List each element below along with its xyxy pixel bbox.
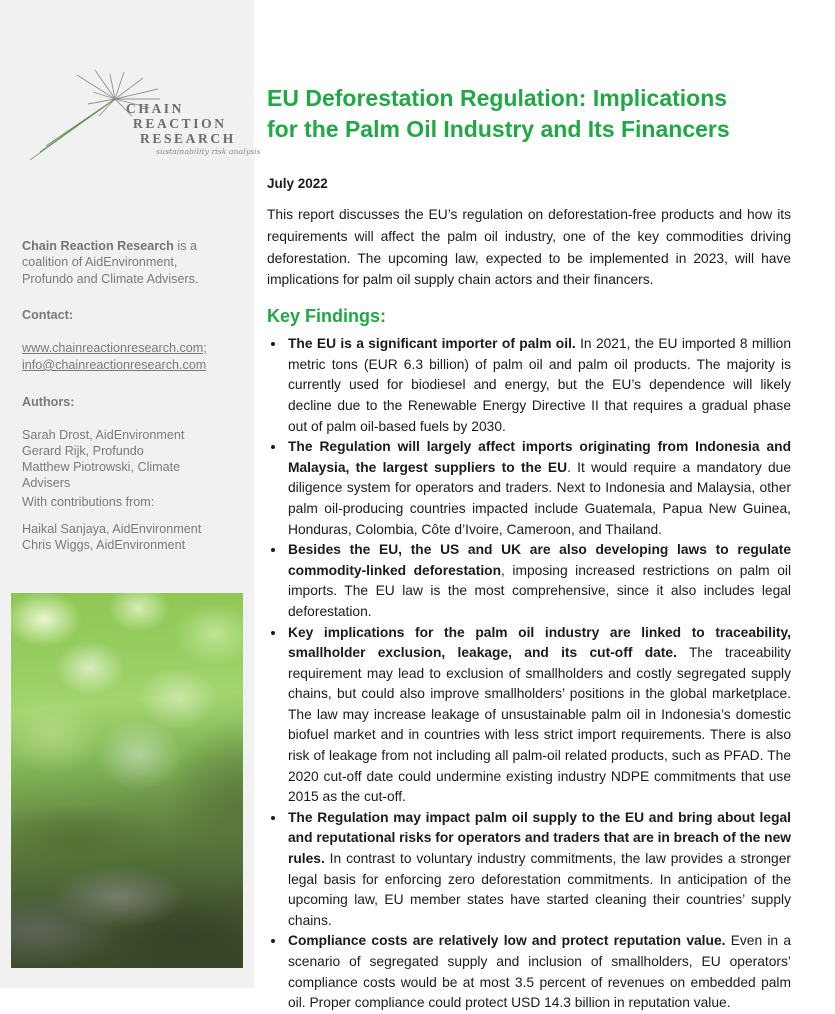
logo-word-chain: CHAIN [126,101,185,116]
finding-text: . It would require a mandatory due diligence system for operators and traders. Next to Indonesia and Malaysia, other palm oil-producing countries impacted include Guatemala, Papua New Guinea, Honduras, Colombia, Côte d’Ivoire, Cameroon, and Thailand. [288,459,791,537]
finding-item [286,808,791,932]
page-title [267,83,791,145]
finding-item [286,623,791,808]
authors-list [22,427,230,491]
contributor: Haikal Sanjaya, AidEnvironment [22,522,202,536]
key-findings-list [267,334,791,1014]
about-bold: Chain Reaction Research [22,239,174,253]
logo-tagline: sustainability risk analysis [156,147,261,156]
page-title-line2: for the Palm Oil Industry and Its Financers [267,116,730,142]
page-title-line1: EU Deforestation Regulation: Implications [267,85,728,111]
finding-item [286,931,791,1013]
contact-links [22,340,230,374]
finding-lead: Besides the EU, the US and UK are also developing laws to regulate commodity-linked deforestation [288,542,791,578]
author: Gerard Rijk, Profundo [22,444,144,458]
finding-lead: The EU is a significant importer of palm oil. [288,336,576,352]
email-link[interactable]: info@chainreactionresearch.com [22,358,207,372]
finding-text: , imposing increased restrictions on palm oil imports. The EU law is the most comprehensive, since it also includes legal deforestation. [288,562,792,619]
contributors-list [22,521,230,553]
logo-wordmark [126,101,261,156]
author: Sarah Drost, AidEnvironment [22,428,185,442]
finding-item [286,437,791,540]
finding-text: Even in a scenario of segregated supply and inclusion of smallholders, EU operators’ compliance costs would be at most 3.5 percent of revenues on embedded palm oil. Proper compliance could protect USD 14.3 billion in reputation value. [288,933,792,1011]
key-findings-heading: Key Findings: [267,306,387,327]
finding-lead: The Regulation may impact palm oil supply to the EU and bring about legal and reputational risks for operators and traders that are in breach of the new rules. [288,809,791,867]
finding-text: The traceability requirement may lead to exclusion of smallholders and costly segregated supply chains, but could also improve smallholders’ positions in the global marketplace. The law may increase leakage of unsustainable palm oil in Indonesia’s domestic biofuel market and in countries with less strict import requirements. There is also risk of leakage from not including all palm-oil related products, such as PFAD. The 2020 cut-off date could undermine existing industry NDPE commitments that use 2015 as the cut-off. [288,645,791,805]
finding-text: In 2021, the EU imported 8 million metric tons (EUR 6.3 billion) of palm oil and palm oil products. The majority is currently used for biodiesel and energy, but the EU’s dependence will likely decline due to the Renewable Energy Directive II that requires a gradual phase out of palm oil-based fuels by 2030. [288,336,791,434]
contributions-label: With contributions from: [22,495,155,509]
crr-logo [0,0,261,180]
report-date: July 2022 [267,176,328,191]
finding-item [286,334,791,437]
forest-photo [11,593,243,968]
logo-word-research: RESEARCH [140,131,236,146]
finding-text: In contrast to voluntary industry commitments, the law provides a stronger legal basis for enforcing zero deforestation commitments. In anticipation of the upcoming law, EU member states have started cleaning their countries’ supply chains. [288,851,791,928]
website-link[interactable]: www.chainreactionresearch.com; [22,341,207,355]
logo-word-reaction: REACTION [133,116,227,131]
contact-label: Contact: [22,308,74,322]
report-body [267,0,791,1014]
finding-lead: Compliance costs are relatively low and protect reputation value. [288,933,726,949]
about-text [22,238,230,287]
contributor: Chris Wiggs, AidEnvironment [22,538,186,552]
intro-paragraph: This report discusses the EU’s regulation on deforestation-free products and how its requirements will affect the palm oil industry, one of the key commodities driving deforestation. The upcoming law, expected to be implemented in 2023, will have implications for palm oil supply chain actors and their financers. [267,207,791,288]
finding-lead: The Regulation will largely affect imports originating from Indonesia and Malaysia, the largest suppliers to the EU [288,439,791,475]
finding-item [286,540,791,622]
sidebar [0,0,261,988]
author: Matthew Piotrowski, Climate Advisers [22,460,181,490]
authors-label: Authors: [22,395,75,409]
about-rest: is a coalition of AidEnvironment, Profundo and Climate Advisers. [22,239,199,286]
finding-lead: Key implications for the palm oil industry are linked to traceability, smallholder exclusion, leakage, and its cut-off date. [288,624,791,661]
